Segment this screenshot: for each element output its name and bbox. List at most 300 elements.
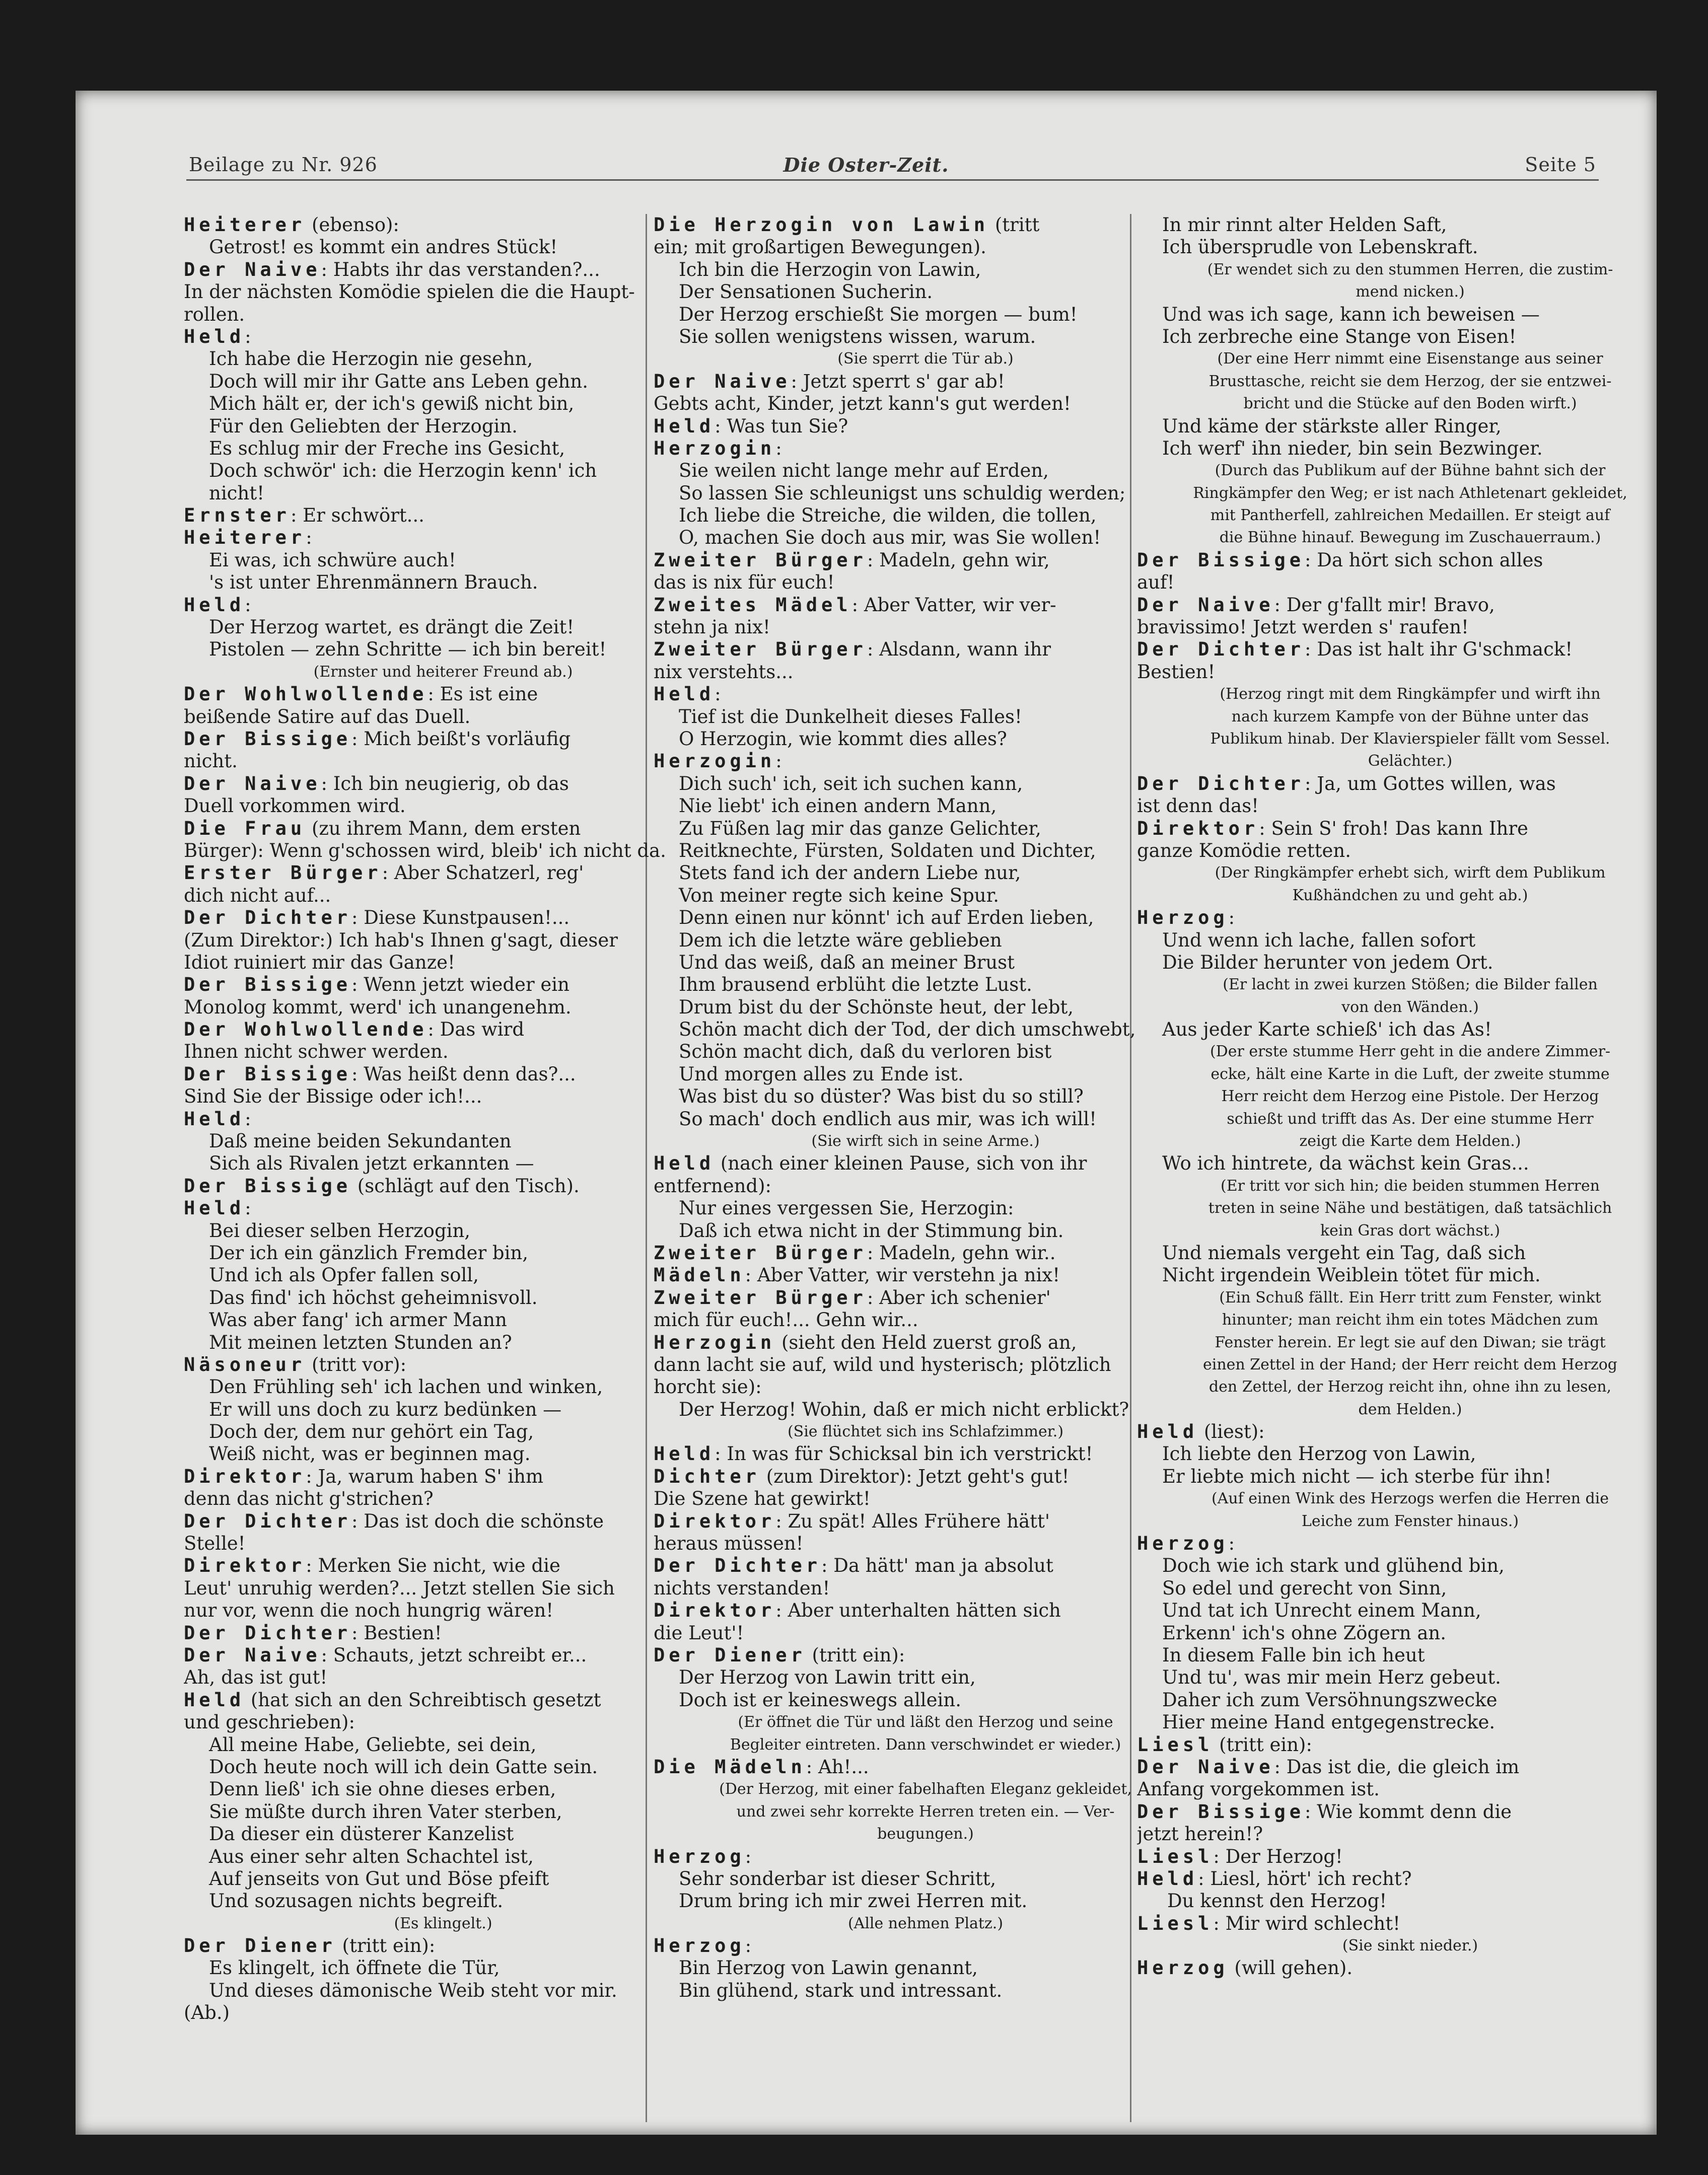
line-text: : Wenn jetzt wieder ein	[351, 974, 570, 996]
text-line	[1137, 304, 1657, 326]
speaker-name: Der Bissige	[1137, 1800, 1305, 1823]
speaker-line	[184, 1689, 702, 1711]
text-line	[654, 1957, 1197, 1979]
text-line	[1137, 415, 1657, 438]
line-text: (Auf einen Wink des Herzogs werfen die Herren die	[1211, 1490, 1609, 1508]
line-text: Ich habe die Herzogin nie gesehn,	[209, 348, 533, 370]
speaker-line	[654, 1935, 1197, 1957]
text-line	[1137, 1622, 1657, 1644]
speaker-name: Ernster	[184, 504, 291, 527]
stage-direction	[1137, 1488, 1657, 1510]
speaker-name: Held	[184, 1108, 245, 1130]
speaker-line	[654, 549, 1197, 571]
line-text: und zwei sehr korrekte Herren treten ein. — Ver-	[736, 1802, 1115, 1821]
line-text: (zum Direktor): Jetzt geht's gut!	[760, 1465, 1070, 1487]
line-text: Zu Füßen lag mir das ganze Gelichter,	[679, 817, 1041, 839]
text-line	[1137, 1600, 1657, 1622]
line-text: ist denn das!	[1137, 795, 1259, 817]
line-text: Nicht irgendein Weiblein tötet für mich.	[1162, 1264, 1541, 1286]
line-text: Getrost! es kommt ein andres Stück!	[209, 236, 558, 258]
text-line	[654, 1220, 1197, 1242]
speaker-name: Der Bissige	[184, 974, 352, 996]
speaker-line	[1137, 638, 1657, 661]
speaker-line	[184, 907, 702, 929]
line-text: Sie weilen nicht lange mehr auf Erden,	[679, 460, 1049, 482]
line-text: das is nix für euch!	[654, 571, 835, 594]
line-text: : Das ist die, die gleich im	[1274, 1756, 1520, 1778]
line-text: Brusttasche, reicht sie dem Herzog, der sie entzwei-	[1208, 372, 1612, 390]
text-line	[654, 1577, 1197, 1600]
text-line	[654, 1666, 1197, 1689]
text-line	[654, 527, 1197, 549]
line-text: O Herzogin, wie kommt dies alles?	[679, 728, 1007, 750]
speaker-name: Herzog	[1137, 1533, 1229, 1555]
text-line	[1137, 236, 1657, 258]
newspaper-page	[76, 91, 1657, 2135]
speaker-line	[654, 750, 1197, 772]
speaker-line	[654, 638, 1197, 661]
text-line	[1137, 1443, 1657, 1465]
stage-direction	[1137, 1041, 1657, 1063]
text-line	[654, 1376, 1197, 1398]
line-text: Den Frühling seh' ich lachen und winken,	[209, 1376, 603, 1398]
speaker-line	[1137, 1846, 1657, 1868]
text-line	[184, 1332, 702, 1354]
line-text: (Er lacht in zwei kurzen Stößen; die Bilder fallen	[1223, 976, 1598, 994]
speaker-line	[654, 1264, 1197, 1286]
line-text: (Er tritt vor sich hin; die beiden stummen Herren	[1221, 1177, 1600, 1195]
line-text: (Sie flüchtet sich ins Schlafzimmer.)	[787, 1423, 1064, 1441]
speaker-name: Held	[654, 1443, 715, 1465]
speaker-line	[654, 415, 1197, 438]
text-line	[184, 1309, 702, 1331]
line-text: : Bestien!	[351, 1622, 442, 1644]
speaker-line	[654, 1443, 1197, 1465]
header-rule	[186, 179, 1599, 181]
line-text: die Bühne hinauf. Bewegung im Zuschauerraum.)	[1219, 529, 1601, 547]
speaker-name: Zweiter Bürger	[654, 1286, 867, 1309]
line-text: : Liesl, hört' ich recht?	[1198, 1867, 1412, 1890]
line-text: (nach einer kleinen Pause, sich von ihr	[715, 1152, 1087, 1175]
speaker-name: Der Wohlwollende	[184, 1019, 428, 1041]
stage-direction	[1137, 1220, 1657, 1242]
speaker-line	[654, 1287, 1197, 1309]
line-text: mend nicken.)	[1356, 283, 1465, 301]
text-line	[1137, 952, 1657, 974]
line-text: Bei dieser selben Herzogin,	[209, 1219, 471, 1242]
text-line	[1137, 1666, 1657, 1689]
text-line	[1137, 214, 1657, 236]
speaker-name: Der Wohlwollende	[184, 683, 428, 705]
line-text: Stets fand ich der andern Liebe nur,	[679, 862, 1021, 884]
speaker-name: Liesl	[1137, 1912, 1214, 1934]
text-line	[1137, 1152, 1657, 1175]
stage-direction	[1137, 1108, 1657, 1130]
speaker-name: Der Bissige	[1137, 549, 1305, 571]
line-text: Und tat ich Unrecht einem Mann,	[1162, 1600, 1481, 1622]
speaker-line	[654, 1152, 1197, 1175]
text-line	[184, 348, 702, 370]
text-line	[184, 885, 702, 907]
stage-direction	[184, 661, 702, 683]
line-text: :	[306, 527, 312, 549]
line-text: (tritt	[989, 214, 1040, 236]
line-text: :	[775, 437, 782, 459]
stage-direction	[654, 1130, 1197, 1152]
line-text: Ich zerbreche eine Stange von Eisen!	[1162, 325, 1517, 347]
line-text: : Was heißt denn das?...	[351, 1063, 576, 1085]
line-text: entfernend):	[654, 1175, 772, 1197]
text-line	[654, 1868, 1197, 1890]
page-header	[76, 91, 1657, 176]
stage-direction	[1137, 1935, 1657, 1957]
line-text: Was aber fang' ich armer Mann	[209, 1309, 507, 1331]
text-line	[1137, 616, 1657, 638]
line-text: heraus müssen!	[654, 1533, 804, 1555]
line-text: auf!	[1137, 571, 1175, 594]
speaker-name: Zweiter Bürger	[654, 1242, 867, 1264]
text-line	[184, 1801, 702, 1823]
line-text: Und wenn ich lache, fallen sofort	[1162, 929, 1476, 951]
text-line	[654, 1175, 1197, 1197]
line-text: Anfang vorgekommen ist.	[1137, 1778, 1380, 1800]
line-text: :	[745, 1845, 752, 1867]
text-line	[184, 1399, 702, 1421]
line-text: Ich werf' ihn nieder, bin sein Bezwinger.	[1162, 437, 1543, 459]
line-text: nicht!	[209, 482, 264, 504]
stage-direction	[1137, 996, 1657, 1019]
speaker-line	[184, 1019, 702, 1041]
line-text: (Sie wirft sich in seine Arme.)	[811, 1132, 1040, 1150]
text-line	[184, 1734, 702, 1756]
speaker-line	[654, 1332, 1197, 1354]
speaker-name: Die Herzogin von Lawin	[654, 214, 989, 236]
text-line	[184, 549, 702, 571]
line-text: : Aber Schatzerl, reg'	[382, 862, 584, 884]
speaker-line	[184, 1466, 702, 1488]
line-text: (Zum Direktor:) Ich hab's Ihnen g'sagt, dieser	[184, 929, 618, 951]
text-line	[184, 2002, 702, 2024]
line-text: : Wie kommt denn die	[1305, 1800, 1512, 1823]
line-text: kein Gras dort wächst.)	[1320, 1221, 1501, 1240]
line-text: Gebts acht, Kinder, jetzt kann's gut werden!	[654, 393, 1071, 415]
line-text: : Madeln, gehn wir,	[867, 549, 1050, 571]
stage-direction	[1137, 706, 1657, 728]
line-text: Tief ist die Dunkelheit dieses Falles!	[679, 705, 1022, 728]
stage-direction	[654, 1711, 1197, 1733]
speaker-name: Herzog	[1137, 1957, 1229, 1979]
line-text: Bin Herzog von Lawin genannt,	[679, 1957, 978, 1979]
speaker-name: Held	[184, 594, 245, 616]
text-line	[1137, 1466, 1657, 1488]
line-text: Reitknechte, Fürsten, Soldaten und Dichter,	[679, 839, 1096, 861]
text-line	[184, 952, 702, 974]
speaker-name: Der Dichter	[1137, 638, 1305, 661]
speaker-name: Zweiter Bürger	[654, 549, 867, 571]
line-text: Der Herzog wartet, es drängt die Zeit!	[209, 616, 575, 638]
line-text: :	[775, 750, 782, 772]
text-line	[1137, 795, 1657, 817]
line-text: Dich such' ich, seit ich suchen kann,	[679, 772, 1023, 794]
text-line	[184, 1533, 702, 1555]
stage-direction	[654, 1778, 1197, 1800]
line-text: horcht sie):	[654, 1376, 762, 1398]
speaker-line	[184, 728, 702, 750]
stage-direction	[1137, 1287, 1657, 1309]
line-text: (Sie sinkt nieder.)	[1342, 1937, 1478, 1955]
line-text: Und niemals vergeht ein Tag, daß sich	[1162, 1242, 1526, 1264]
speaker-line	[184, 1555, 702, 1577]
text-line	[184, 750, 702, 772]
line-text: So edel und gerecht von Sinn,	[1162, 1577, 1447, 1599]
line-text: : Es ist eine	[428, 683, 538, 705]
text-line	[654, 952, 1197, 974]
line-text: :	[245, 1108, 251, 1130]
speaker-name: Direktor	[654, 1600, 776, 1622]
line-text: Für den Geliebten der Herzogin.	[209, 415, 518, 437]
text-line	[184, 1600, 702, 1622]
text-line	[654, 728, 1197, 750]
text-line	[1137, 661, 1657, 683]
line-text: Nie liebt' ich einen andern Mann,	[679, 795, 997, 817]
line-text: mit Pantherfell, zahlreichen Medaillen. Er steigt auf	[1210, 506, 1610, 525]
line-text: beißende Satire auf das Duell.	[184, 705, 471, 728]
line-text: Begleiter eintreten. Dann verschwindet er wieder.)	[730, 1735, 1121, 1754]
text-line	[654, 907, 1197, 929]
line-text: Die Bilder herunter von jedem Ort.	[1162, 951, 1493, 973]
line-text: Es klingelt, ich öffnete die Tür,	[209, 1957, 500, 1979]
line-text: denn das nicht g'strichen?	[184, 1488, 434, 1510]
text-line	[654, 1085, 1197, 1108]
text-line	[654, 1890, 1197, 1912]
line-text: Und dieses dämonische Weib steht vor mir.	[209, 1979, 617, 2001]
line-text: ein; mit großartigen Bewegungen).	[654, 236, 986, 258]
line-text: Sind Sie der Bissige oder ich!...	[184, 1085, 482, 1108]
stage-direction	[1137, 1175, 1657, 1197]
line-text: :	[245, 325, 251, 347]
speaker-line	[184, 527, 702, 549]
speaker-line	[1137, 1533, 1657, 1555]
text-line	[654, 1488, 1197, 1510]
speaker-name: Der Bissige	[184, 728, 352, 750]
line-text: : Merken Sie nicht, wie die	[306, 1555, 560, 1577]
text-line	[184, 706, 702, 728]
speaker-line	[1137, 907, 1657, 929]
line-text: : Aber Vatter, wir verstehn ja nix!	[745, 1264, 1060, 1286]
line-text: Ich übersprudle von Lebenskraft.	[1162, 236, 1478, 258]
line-text: (Der Herzog, mit einer fabelhaften Eleganz gekleidet,	[719, 1780, 1132, 1798]
stage-direction	[1137, 1354, 1657, 1376]
text-line	[654, 1354, 1197, 1376]
speaker-name: Herzogin	[654, 750, 776, 772]
text-line	[184, 1666, 702, 1689]
text-line	[1137, 840, 1657, 862]
speaker-line	[1137, 818, 1657, 840]
speaker-name: Direktor	[1137, 817, 1259, 839]
line-text: (tritt ein):	[336, 1935, 436, 1957]
text-line	[654, 482, 1197, 504]
line-text: O, machen Sie doch aus mir, was Sie wollen!	[679, 527, 1101, 549]
line-text: Der Herzog! Wohin, daß er mich nicht erblickt?	[679, 1398, 1129, 1420]
line-text: nichts verstanden!	[654, 1577, 830, 1599]
speaker-line	[654, 1242, 1197, 1264]
text-line	[184, 482, 702, 504]
text-line	[654, 818, 1197, 840]
line-text: Ringkämpfer den Weg; er ist nach Athletenart gekleidet,	[1193, 484, 1627, 502]
line-text: Leut' unruhig werden?... Jetzt stellen Sie sich	[184, 1577, 615, 1599]
speaker-line	[184, 259, 702, 281]
line-text: Und tu', was mir mein Herz gebeut.	[1162, 1666, 1501, 1689]
speaker-name: Der Bissige	[184, 1175, 352, 1197]
line-text: Monolog kommt, werd' ich unangenehm.	[184, 996, 572, 1018]
text-line	[184, 1890, 702, 1912]
text-line	[1137, 571, 1657, 594]
line-text: Doch ist er keineswegs allein.	[679, 1689, 961, 1711]
line-text: (zu ihrem Mann, dem ersten	[306, 817, 581, 839]
speaker-name: Liesl	[1137, 1733, 1214, 1756]
stage-direction	[184, 1913, 702, 1935]
speaker-name: Erster Bürger	[184, 862, 382, 884]
stage-direction	[1137, 1510, 1657, 1533]
text-line	[654, 1533, 1197, 1555]
text-column-1	[184, 214, 702, 2024]
line-text: Aus einer sehr alten Schachtel ist,	[209, 1845, 534, 1867]
line-text: die Leut'!	[654, 1622, 744, 1644]
speaker-name: Der Naive	[1137, 1756, 1274, 1778]
text-line	[654, 840, 1197, 862]
line-text: : Der g'fallt mir! Bravo,	[1274, 594, 1495, 616]
text-line	[184, 929, 702, 952]
speaker-name: Heiterer	[184, 527, 306, 549]
speaker-line	[184, 974, 702, 996]
stage-direction	[1137, 1399, 1657, 1421]
speaker-line	[184, 1063, 702, 1085]
text-line	[184, 1711, 702, 1733]
text-line	[654, 1019, 1197, 1041]
line-text: Ich liebe die Streiche, die wilden, die tollen,	[679, 504, 1097, 527]
speaker-line	[654, 371, 1197, 393]
line-text: : Diese Kunstpausen!...	[351, 907, 570, 929]
line-text: : Mir wird schlecht!	[1213, 1912, 1400, 1934]
line-text: Idiot ruiniert mir das Ganze!	[184, 951, 455, 973]
line-text: : Schauts, jetzt schreibt er...	[321, 1644, 587, 1666]
line-text: (Der Ringkämpfer erhebt sich, wirft dem Publikum	[1215, 864, 1606, 882]
speaker-name: Der Dichter	[184, 1510, 352, 1532]
line-text: : Das wird	[428, 1019, 524, 1041]
text-line	[654, 974, 1197, 996]
speaker-line	[654, 1555, 1197, 1577]
line-text: So mach' doch endlich aus mir, was ich will!	[679, 1108, 1097, 1130]
line-text: Ihnen nicht schwer werden.	[184, 1041, 449, 1063]
line-text: All meine Habe, Geliebte, sei dein,	[209, 1733, 537, 1756]
line-text: : Da hätt' man ja absolut	[821, 1555, 1053, 1577]
stage-direction	[1137, 460, 1657, 482]
speaker-name: Näsoneur	[184, 1353, 306, 1375]
speaker-name: Zweites Mädel	[654, 594, 852, 616]
line-text: ecke, hält eine Karte in die Luft, der zweite stumme	[1211, 1065, 1610, 1083]
speaker-line	[654, 214, 1197, 236]
stage-direction	[654, 1421, 1197, 1443]
text-line	[654, 1197, 1197, 1219]
speaker-name: Der Dichter	[1137, 772, 1305, 794]
line-text: nach kurzem Kampfe von der Bühne unter das	[1231, 707, 1589, 726]
speaker-name: Der Dichter	[654, 1555, 822, 1577]
line-text: Und morgen alles zu Ende ist.	[679, 1063, 964, 1085]
line-text: ganze Komödie retten.	[1137, 839, 1351, 861]
stage-direction	[1137, 1063, 1657, 1085]
speaker-name: Herzog	[654, 1845, 745, 1867]
line-text: jetzt herein!?	[1137, 1823, 1263, 1845]
stage-direction	[1137, 281, 1657, 303]
line-text: Schön macht dich der Tod, der dich umschwebt,	[679, 1019, 1136, 1041]
line-text: nur vor, wenn die noch hungrig wären!	[184, 1600, 554, 1622]
speaker-line	[184, 1175, 702, 1197]
line-text: Leiche zum Fenster hinaus.)	[1301, 1512, 1519, 1530]
line-text: mich für euch!... Gehn wir...	[654, 1309, 918, 1331]
speaker-line	[184, 1622, 702, 1644]
text-line	[654, 1309, 1197, 1331]
line-text: : Aber ich schenier'	[867, 1286, 1051, 1309]
stage-direction	[1137, 862, 1657, 884]
line-text: (Durch das Publikum auf der Bühne bahnt sich der	[1215, 462, 1606, 480]
line-text: Doch will mir ihr Gatte ans Leben gehn.	[209, 370, 588, 392]
text-line	[184, 460, 702, 482]
line-text: bravissimo! Jetzt werden s' raufen!	[1137, 616, 1469, 638]
speaker-line	[1137, 1734, 1657, 1756]
speaker-name: Direktor	[184, 1465, 306, 1487]
stage-direction	[1137, 1197, 1657, 1219]
text-line	[654, 1980, 1197, 2002]
line-text: : Zu spät! Alles Frühere hätt'	[775, 1510, 1050, 1532]
line-text: von den Wänden.)	[1341, 998, 1479, 1016]
line-text: (Er wendet sich zu den stummen Herren, die zustim-	[1207, 260, 1613, 278]
stage-direction	[654, 1801, 1197, 1823]
line-text: : Jetzt sperrt s' gar ab!	[791, 370, 1005, 392]
line-text: Ihm brausend erblüht die letzte Lust.	[679, 974, 1032, 996]
text-line	[1137, 1577, 1657, 1600]
text-line	[1137, 438, 1657, 460]
line-text: Mich hält er, der ich's gewiß nicht bin,	[209, 393, 575, 415]
text-line	[184, 571, 702, 594]
speaker-name: Direktor	[184, 1555, 306, 1577]
text-line	[184, 1287, 702, 1309]
text-line	[654, 773, 1197, 795]
text-line	[654, 259, 1197, 281]
speaker-name: Herzog	[654, 1935, 745, 1957]
text-line	[184, 1220, 702, 1242]
speaker-name: Der Naive	[184, 1644, 321, 1666]
text-line	[184, 304, 702, 326]
text-line	[1137, 1555, 1657, 1577]
line-text: Publikum hinab. Der Klavierspieler fällt vom Sessel.	[1210, 730, 1610, 748]
line-text: (will gehen).	[1228, 1957, 1353, 1979]
speaker-line	[654, 594, 1197, 616]
line-text: :	[745, 1935, 752, 1957]
line-text: Nur eines vergessen Sie, Herzogin:	[679, 1197, 1014, 1219]
stage-direction	[1137, 885, 1657, 907]
line-text: : Da hört sich schon alles	[1305, 549, 1543, 571]
line-text: Denn ließ' ich sie ohne dieses erben,	[209, 1778, 556, 1800]
line-text: : Sein S' froh! Das kann Ihre	[1259, 817, 1528, 839]
line-text: (Ernster und heiterer Freund ab.)	[313, 663, 573, 681]
speaker-name: Held	[654, 1152, 715, 1175]
stage-direction	[1137, 482, 1657, 504]
line-text: : Alsdann, wann ihr	[867, 638, 1051, 661]
line-text: stehn ja nix!	[654, 616, 770, 638]
text-line	[654, 1622, 1197, 1644]
text-line	[184, 1242, 702, 1264]
text-line	[1137, 1242, 1657, 1264]
